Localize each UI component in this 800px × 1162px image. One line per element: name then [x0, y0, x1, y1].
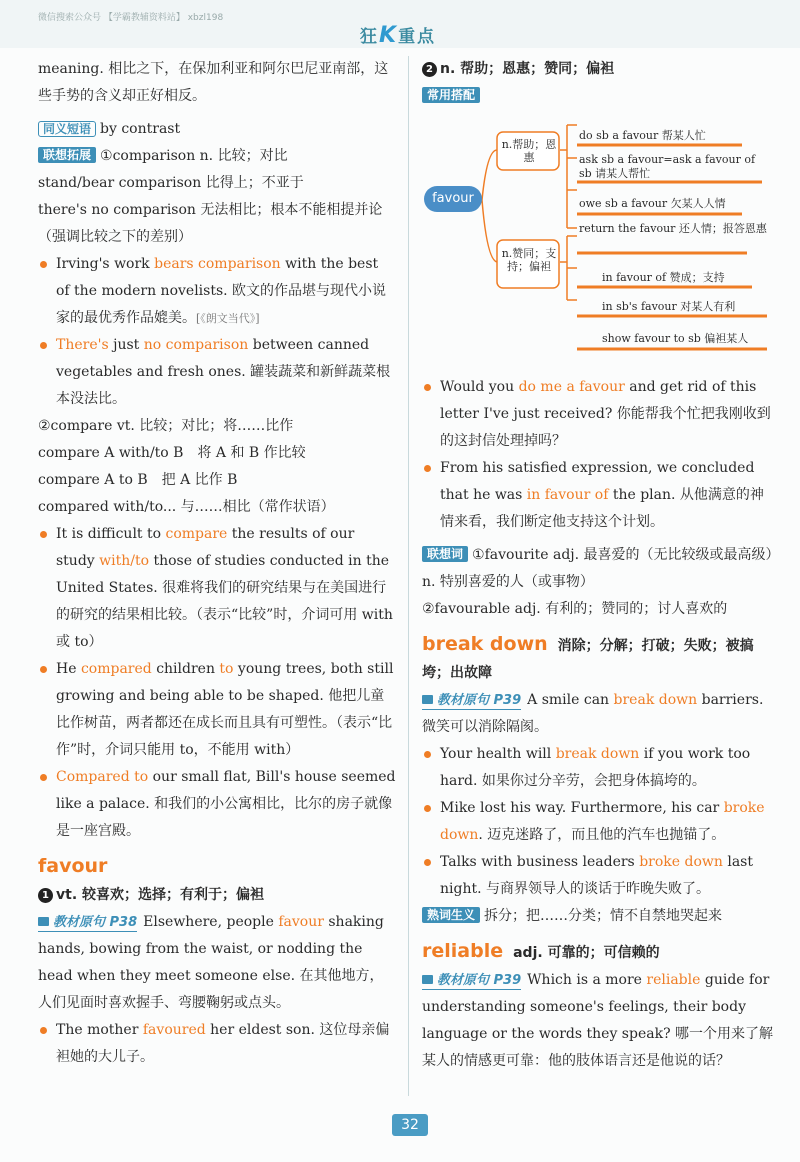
intro-paragraph: meaning. 相比之下，在保加利亚和阿尔巴尼亚南部，这些手势的含义却正好相反。 [38, 61, 389, 104]
example-4: He compared children to young trees, both still growing and being able to be shaped. 他把儿童比作树苗，两者都还在成长而且具有可塑性。（表示“比作”时，介词只能用 to，不能用 with） [38, 656, 396, 764]
collocation-tag: 常用搭配 [422, 87, 480, 103]
book-icon [422, 695, 433, 704]
compare-line-2: compare A with/to B 将 A 和 B 作比较 [38, 445, 306, 461]
extension-tag: 联想拓展 [38, 147, 96, 163]
example-3: It is difficult to compare the results of our study with/to those of studies conducted in the United States. 很难将我们的研究结果与在美国进行的研究的结果相比较。（表示“比较”时，介词可用 with 或 to） [38, 521, 396, 656]
number-one-icon: 1 [38, 888, 53, 903]
compare-line-3: compare A to B 把 A 比作 B [38, 472, 238, 488]
breakdown-example-1: Your health will break down if you work too hard. 如果你过分辛劳，会把身体搞垮的。 [422, 741, 776, 795]
mind-leaf: in favour of 赞成；支持 [602, 271, 725, 284]
favour-sense-1: 1 vt. 较喜欢；选择；有利于；偏袒 [38, 882, 396, 909]
number-two-icon: 2 [422, 62, 437, 77]
favour-example-3: From his satisfied expression, we concluded that he was in favour of the plan. 从他满意的神情来看，我们断定他支持这个计划。 [422, 455, 776, 536]
favour-sense-2: 2 n. 帮助；恩惠；赞同；偏袒 [422, 56, 776, 83]
assoc-line-1: 联想词 ①favourite adj. 最喜爱的（无比较级或最高级）n. 特别喜爱的人（或事物） [422, 547, 773, 590]
mind-leaf: in sb's favour 对某人有利 [602, 300, 736, 313]
reliable-source-sentence: 教材原句 P39 Which is a more reliable guide for understanding someone's feelings, their body language or the words they speak? 哪一个用来了解某人的情感更可靠：他的肢体语言还是他说的话？ [422, 972, 774, 1069]
favour-example: The mother favoured her eldest son. 这位母亲偏袒她的大儿子。 [38, 1017, 396, 1071]
ext-text-1: ①comparison n. 比较；对比 [100, 148, 288, 164]
mind-leaf: return the favour 还人情；报答恩惠 [579, 222, 767, 235]
page-title [360, 22, 436, 48]
title-k: K [379, 23, 399, 48]
example-5: Compared to our small flat, Bill's house seemed like a palace. 和我们的小公寓相比，比尔的房子就像是一座宫殿。 [38, 764, 396, 845]
mind-root: favour [432, 191, 474, 206]
breakdown-source-sentence: 教材原句 P39 A smile can break down barriers. 微笑可以消除隔阂。 [422, 692, 764, 735]
reliable-heading: reliable adj. 可靠的；可信赖的 [422, 940, 660, 962]
favour-heading: favour [38, 855, 108, 877]
ext-line-1 [38, 143, 396, 170]
mind-branch-2: n.赞同；支持；偏袒 [501, 247, 557, 273]
breakdown-example-3: Talks with business leaders broke down last night. 与商界领导人的谈话于昨晚失败了。 [422, 849, 776, 903]
book-icon [422, 975, 433, 984]
right-lower [422, 374, 776, 1075]
textbook-source-tag: 教材原句 P38 [38, 915, 137, 932]
association-tag: 联想词 [422, 546, 468, 562]
mind-leaf: do sb a favour 帮某人忙 [579, 129, 706, 142]
breakdown-example-2: Mike lost his way. Furthermore, his car broke down. 迈克迷路了，而且他的汽车也抛锚了。 [422, 795, 776, 849]
compare-line-4: compared with/to... 与……相比（常作状语） [38, 499, 335, 515]
page-header [0, 0, 800, 48]
example-2: There's just no comparison between canned vegetables and fresh ones. 罐装蔬菜和新鲜蔬菜根本没法比。 [38, 332, 396, 413]
synonym-line [38, 116, 396, 143]
mind-leaf: show favour to sb 偏袒某人 [602, 332, 749, 345]
title-pre: 狂 [360, 27, 379, 47]
favour-example-2: Would you do me a favour and get rid of this letter I've just received? 你能帮我个忙把我刚收到的这封信处理掉吗？ [422, 374, 776, 455]
textbook-source-tag: 教材原句 P39 [422, 973, 521, 990]
title-post: 重点 [398, 27, 437, 47]
book-icon [38, 917, 49, 926]
column-divider [408, 56, 409, 1096]
ext-line-3: there's no comparison 无法相比；根本不能相提并论（强调比较之下的差别） [38, 202, 383, 245]
familiar-word-tag: 熟词生义 [422, 907, 480, 923]
page-number: 32 [392, 1114, 428, 1136]
ext-line-2: stand/bear comparison 比得上；不亚于 [38, 175, 304, 191]
mind-map [422, 110, 776, 410]
citation: [《朗文当代》] [196, 312, 260, 325]
left-column [38, 56, 396, 1071]
collocation-line [422, 83, 776, 110]
mind-branch-1: n.帮助；恩惠 [501, 138, 557, 164]
familiar-word-line: 熟词生义 拆分；把……分类；情不自禁地哭起来 [422, 903, 776, 930]
mind-leaf: owe sb a favour 欠某人人情 [579, 197, 726, 210]
mind-leaf: ask sb a favour=ask a favour of sb 请某人帮忙 [579, 153, 756, 180]
right-column [422, 56, 776, 1069]
breakdown-heading: break down 消除；分解；打破；失败；被搞垮；出故障 [422, 633, 754, 681]
assoc-line-2: ②favourable adj. 有利的；赞同的；讨人喜欢的 [422, 601, 728, 617]
textbook-source-tag: 教材原句 P39 [422, 693, 521, 710]
synonym-tag: 同义短语 [38, 121, 96, 137]
synonym-text: by contrast [100, 121, 181, 137]
example-1: Irving's work bears comparison with the best of the modern novelists. 欧文的作品堪与现代小说家的最优秀作品媲美。[《朗文当代》] [38, 251, 396, 332]
watermark: 微信搜索公众号 【学霸教辅资料站】 xbzl198 [38, 13, 224, 23]
favour-source-sentence: 教材原句 P38 Elsewhere, people favour shaking hands, bowing from the waist, or nodding the head when they meet someone else. 在其他地方，人们见面时喜欢握手、弯腰鞠躬或点头。 [38, 914, 384, 1011]
compare-line-1: ②compare vt. 比较；对比；将……比作 [38, 418, 294, 434]
